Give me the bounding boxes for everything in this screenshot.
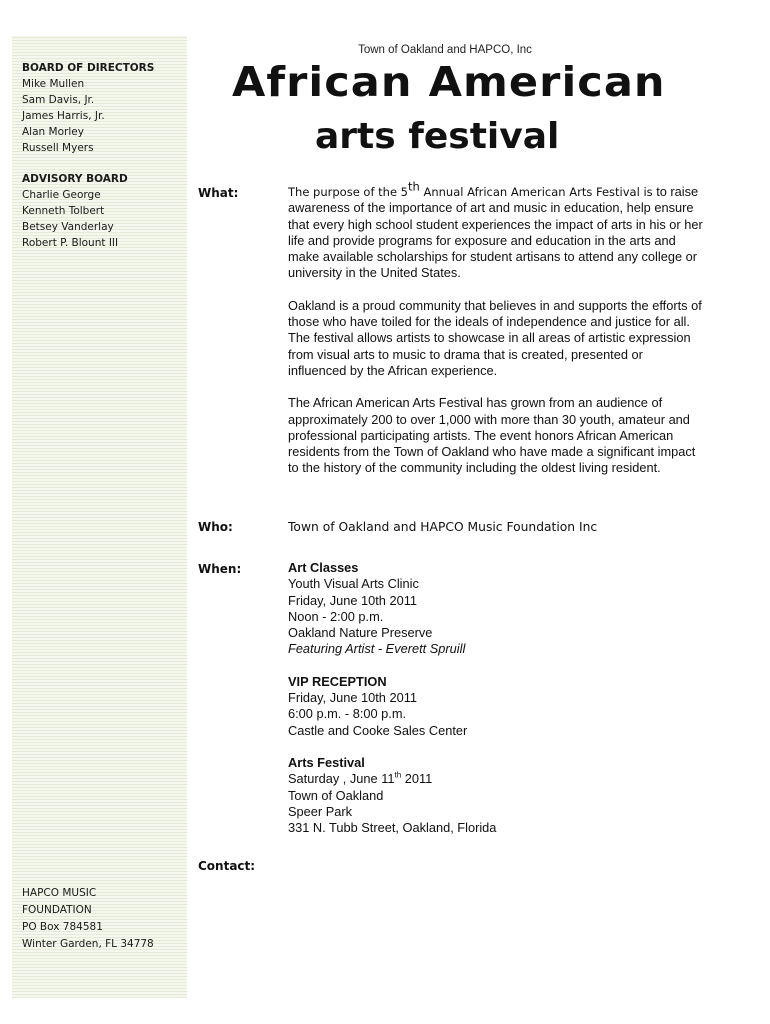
event-line: Friday, June 10th 2011 <box>288 690 417 706</box>
event-line: Friday, June 10th 2011 <box>288 592 417 608</box>
ordinal-suffix: th <box>408 179 420 194</box>
featured-artist: Featuring Artist - Everett Spruill <box>288 641 466 657</box>
who-text: Town of Oakland and HAPCO Music Foundation Inc <box>288 520 598 534</box>
foundation-address <box>22 885 154 953</box>
event-date <box>288 771 703 787</box>
advisory-member: Betsey Vanderlay <box>22 221 114 233</box>
event-line: Town of Oakland <box>288 787 384 803</box>
address-line: Winter Garden, FL 34778 <box>22 938 154 950</box>
board-member: James Harris, Jr. <box>22 110 105 122</box>
event-line: Noon - 2:00 p.m. <box>288 608 384 624</box>
event-line: 331 N. Tubb Street, Oakland, Florida <box>288 820 497 836</box>
festival-subtitle: arts festival <box>315 116 560 157</box>
advisory-member: Kenneth Tolbert <box>22 205 105 217</box>
board-heading: BOARD OF DIRECTORS <box>22 62 155 74</box>
when-section <box>288 560 703 852</box>
contact-label: Contact: <box>198 859 256 873</box>
advisory-member: Robert P. Blount III <box>22 237 119 249</box>
address-line: PO Box 784581 <box>22 921 103 933</box>
advisory-heading: ADVISORY BOARD <box>22 173 128 185</box>
advisory-board <box>22 171 128 251</box>
what-rest: to raise awareness of the importance of art and music in education, help ensure that every high school student experiences the impact of arts in his or her life and provide programs for exposure and education in the arts and make available scholarships for student artisans to attend any college or university in the United States. <box>288 184 703 281</box>
festival-title: African American <box>232 58 666 106</box>
event-arts-festival <box>288 755 703 836</box>
event-heading: Art Classes <box>288 560 359 575</box>
what-paragraph: Oakland is a proud community that believes in and supports the efforts of those who have toiled for the ideals of independence and justice for all. The festival allows artists to showcase in all areas of artistic expression from visual arts to music to drama that is created, presented or influenced by the African experience. <box>288 297 702 378</box>
what-paragraph: The African American Arts Festival has grown from an audience of approximately 200 to over 1,000 with more than 30 youth, amateur and professional participating artists. The event honors African American residents from the Town of Oakland who have made a significant impact to the history of the community including the oldest living resident. <box>288 395 696 476</box>
address-line: HAPCO MUSIC <box>22 887 97 899</box>
event-line: Speer Park <box>288 803 353 819</box>
board-member: Russell Myers <box>22 142 94 154</box>
advisory-member: Charlie George <box>22 189 101 201</box>
event-heading: VIP RECEPTION <box>288 673 387 689</box>
event-line: Castle and Cooke Sales Center <box>288 722 468 738</box>
board-member: Mike Mullen <box>22 78 85 90</box>
address-line: FOUNDATION <box>22 904 92 916</box>
event-line: 6:00 p.m. - 8:00 p.m. <box>288 706 407 722</box>
what-lead-tail: Annual African American Arts Festival is <box>419 185 653 199</box>
when-label: When: <box>198 562 242 576</box>
event-line: Oakland Nature Preserve <box>288 625 433 641</box>
what-label: What: <box>198 186 239 200</box>
what-paragraph <box>288 179 703 282</box>
board-member: Alan Morley <box>22 126 84 138</box>
event-art-classes <box>288 560 703 658</box>
board-member: Sam Davis, Jr. <box>22 94 95 106</box>
what-lead: The purpose of the 5 <box>288 185 409 199</box>
event-date-tail: 2011 <box>401 771 433 787</box>
event-heading: Arts Festival <box>288 754 365 770</box>
event-line: Youth Visual Arts Clinic <box>288 576 419 592</box>
event-date-lead: Saturday , June 11 <box>288 771 395 787</box>
header-presenters: Town of Oakland and HAPCO, Inc <box>358 44 532 56</box>
what-section <box>288 179 703 493</box>
who-label: Who: <box>198 520 233 534</box>
ordinal-suffix: th <box>394 771 402 780</box>
event-vip-reception <box>288 674 703 739</box>
board-of-directors <box>22 60 154 156</box>
